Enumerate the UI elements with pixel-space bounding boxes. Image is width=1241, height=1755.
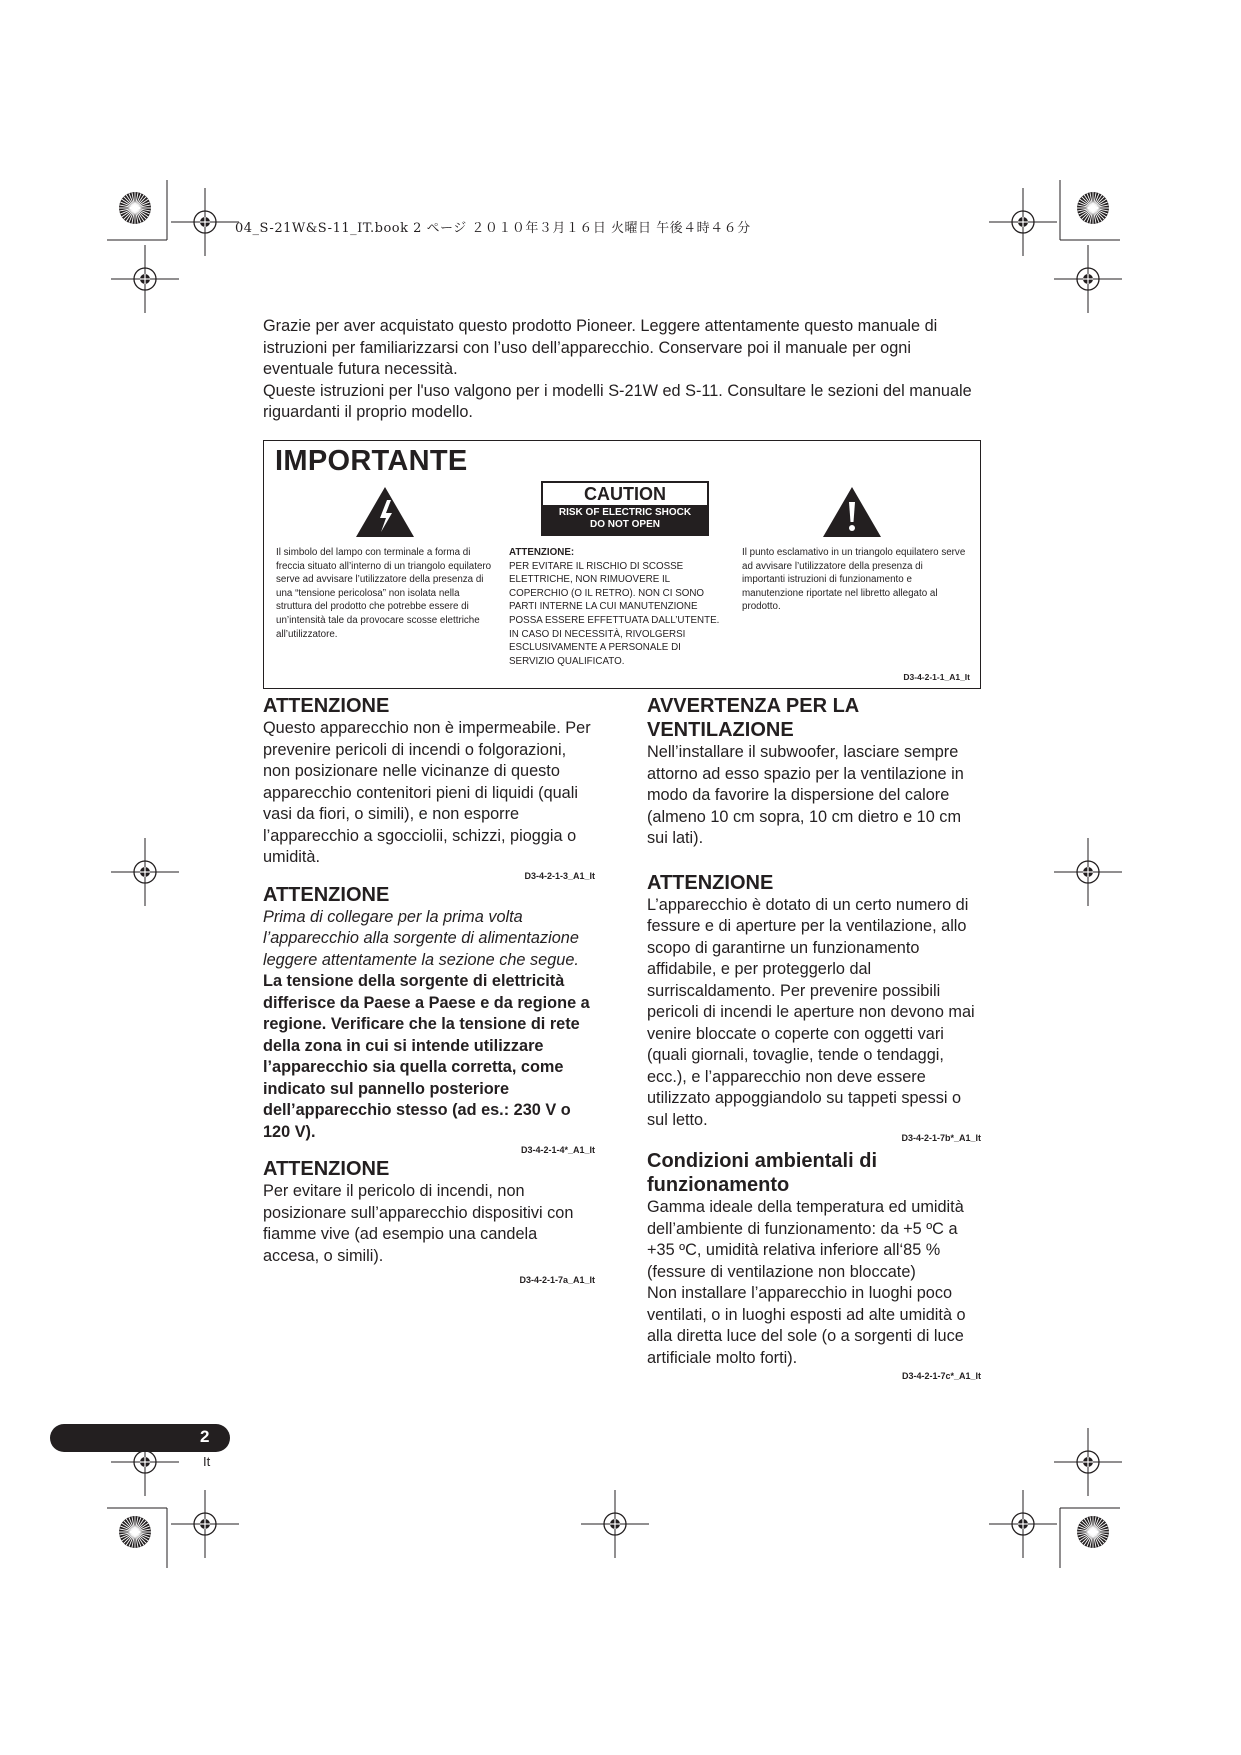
attenzione-notice-label: ATTENZIONE: <box>509 547 575 558</box>
section-text: Non installare l’apparecchio in luoghi poco ventilati, o in luoghi esposti ad alte umidità o alla diretta luce del sole (o a sorgenti di luce artificiale molto forti). <box>647 1284 966 1367</box>
importante-title: IMPORTANTE <box>275 445 468 477</box>
section-title: Condizioni ambientali di funzionamento <box>647 1150 877 1196</box>
section-title: ATTENZIONE <box>263 695 390 717</box>
caution-line-1: RISK OF ELECTRIC SHOCK <box>558 507 692 518</box>
section-code: D3-4-2-1-7b*_A1_It <box>901 1133 981 1143</box>
attenzione-notice <box>509 546 724 668</box>
section-text: L’apparecchio è dotato di un certo numero di fessure e di aperture per la ventilazione, allo scopo di garantirne un funzionamento affidabile, e per proteggerlo dal surriscaldamento. Per prevenire possibili pericoli di incendi le aperture non devono mai venire bloccate o coperte con oggetti vari (quali giornali, tovaglie, tende o tendaggi, ecc.), e l’apparecchio non deve essere utilizzato appoggiandolo su tappeti spessi o sul letto. <box>647 895 975 1129</box>
section-code: D3-4-2-1-3_A1_It <box>524 870 595 881</box>
section-text: Nell’installare il subwoofer, lasciare sempre attorno ad esso spazio per la ventilazione in modo da favorire la dispersione del calore (almeno 10 cm sopra, 10 cm dietro e 10 cm sui lati). <box>647 743 964 847</box>
caution-label <box>541 481 709 536</box>
section-title: AVVERTENZA PER LA VENTILAZIONE <box>647 695 859 741</box>
page-language: It <box>203 1454 211 1469</box>
lightning-symbol-description: Il simbolo del lampo con terminale a forma di freccia situato all’interno di un triangolo equilatero serve ad avvisare l’utilizzatore della presenza di una “tensione pericolosa” non isolata nella struttura del prodotto che potrebbe essere di un’intensità tale da provocare scosse elettriche all’utilizzatore. <box>276 547 492 640</box>
file-header: 04_S-21W&S-11_IT.book 2 ページ ２０１０年３月１６日 火曜日 午後４時４６分 <box>235 221 751 236</box>
section-code: D3-4-2-1-4*_A1_It <box>520 1145 595 1155</box>
importante-code: D3-4-2-1-1_A1_It <box>903 672 970 682</box>
section-title: ATTENZIONE <box>263 1158 390 1180</box>
exclamation-symbol-description: Il punto esclamativo in un triangolo equilatero serve ad avvisare l’utilizzatore della presenza di importanti istruzioni di funzionamento e manutenzione riportate nel libretto allegato al prodotto. <box>742 547 966 613</box>
left-column <box>263 694 595 1287</box>
section-text: Questo apparecchio non è impermeabile. Per prevenire pericoli di incendi o folgorazioni, non posizionare nelle vicinanze di questo apparecchio contenitori pieni di liquidi (quali vasi da fiori, o simili), e non esporre l’apparecchio a sgocciolii, schizzi, pioggia o umidità. <box>263 719 591 866</box>
importante-box <box>263 440 981 689</box>
section-text: Per evitare il pericolo di incendi, non posizionare sull’apparecchio dispositivi con fiamme vive (ad esempio una candela accesa, o simili). <box>263 1182 574 1265</box>
section-text: Gamma ideale della temperatura ed umidità dell’ambiente di funzionamento: da +5 ºC a +35 ºC, umidità relativa inferiore all‘85 % (fessure di ventilazione non bloccate) <box>647 1198 964 1281</box>
exclamation-warning-icon <box>821 485 883 539</box>
lightning-warning-icon <box>354 485 416 539</box>
right-column <box>647 694 981 1383</box>
section-title: ATTENZIONE <box>263 883 390 906</box>
caution-line-2: DO NOT OPEN <box>589 519 660 530</box>
intro-paragraph-2: Queste istruzioni per l'uso valgono per i modelli S-21W ed S-11. Consultare le sezioni del manuale riguardanti il proprio modello. <box>263 381 972 421</box>
section-bold-text: La tensione della sorgente di elettricità differisce da Paese a Paese e da regione a regione. Verificare che la tensione di rete della zona in cui si intende utilizzare l’apparecchio sia quella corretta, come indicato sul pannello posteriore dell’apparecchio stesso (ad es.: 230 V o 120 V). <box>263 972 590 1141</box>
intro-text <box>263 316 983 424</box>
page-number: 2 <box>200 1427 210 1446</box>
section-code: D3-4-2-1-7a_A1_It <box>519 1275 595 1285</box>
section-title: ATTENZIONE <box>647 871 774 894</box>
section-code: D3-4-2-1-7c*_A1_It <box>901 1371 981 1381</box>
caution-title: CAUTION <box>543 483 707 505</box>
caution-subtitle <box>543 505 707 534</box>
attenzione-notice-text: PER EVITARE IL RISCHIO DI SCOSSE ELETTRICHE, NON RIMUOVERE IL COPERCHIO (O IL RETRO). NON CI SONO PARTI INTERNE LA CUI MANUTENZIONE POSSA ESSERE EFFETTUATA DALL’UTENTE. IN CASO DI NECESSITÀ, RIVOLGERSI ESCLUSIVAMENTE A PERSONALE DI SERVIZIO QUALIFICATO. <box>509 560 720 667</box>
intro-paragraph-1: Grazie per aver acquistato questo prodotto Pioneer. Leggere attentamente questo manuale di istruzioni per familiarizzarsi con l’uso dell’apparecchio. Conservare poi il manuale per ogni eventuale futura necessità. <box>263 317 938 378</box>
section-italic-text: Prima di collegare per la prima volta l’apparecchio alla sorgente di alimentazione leggere attentamente la sezione che segue. <box>263 907 579 969</box>
